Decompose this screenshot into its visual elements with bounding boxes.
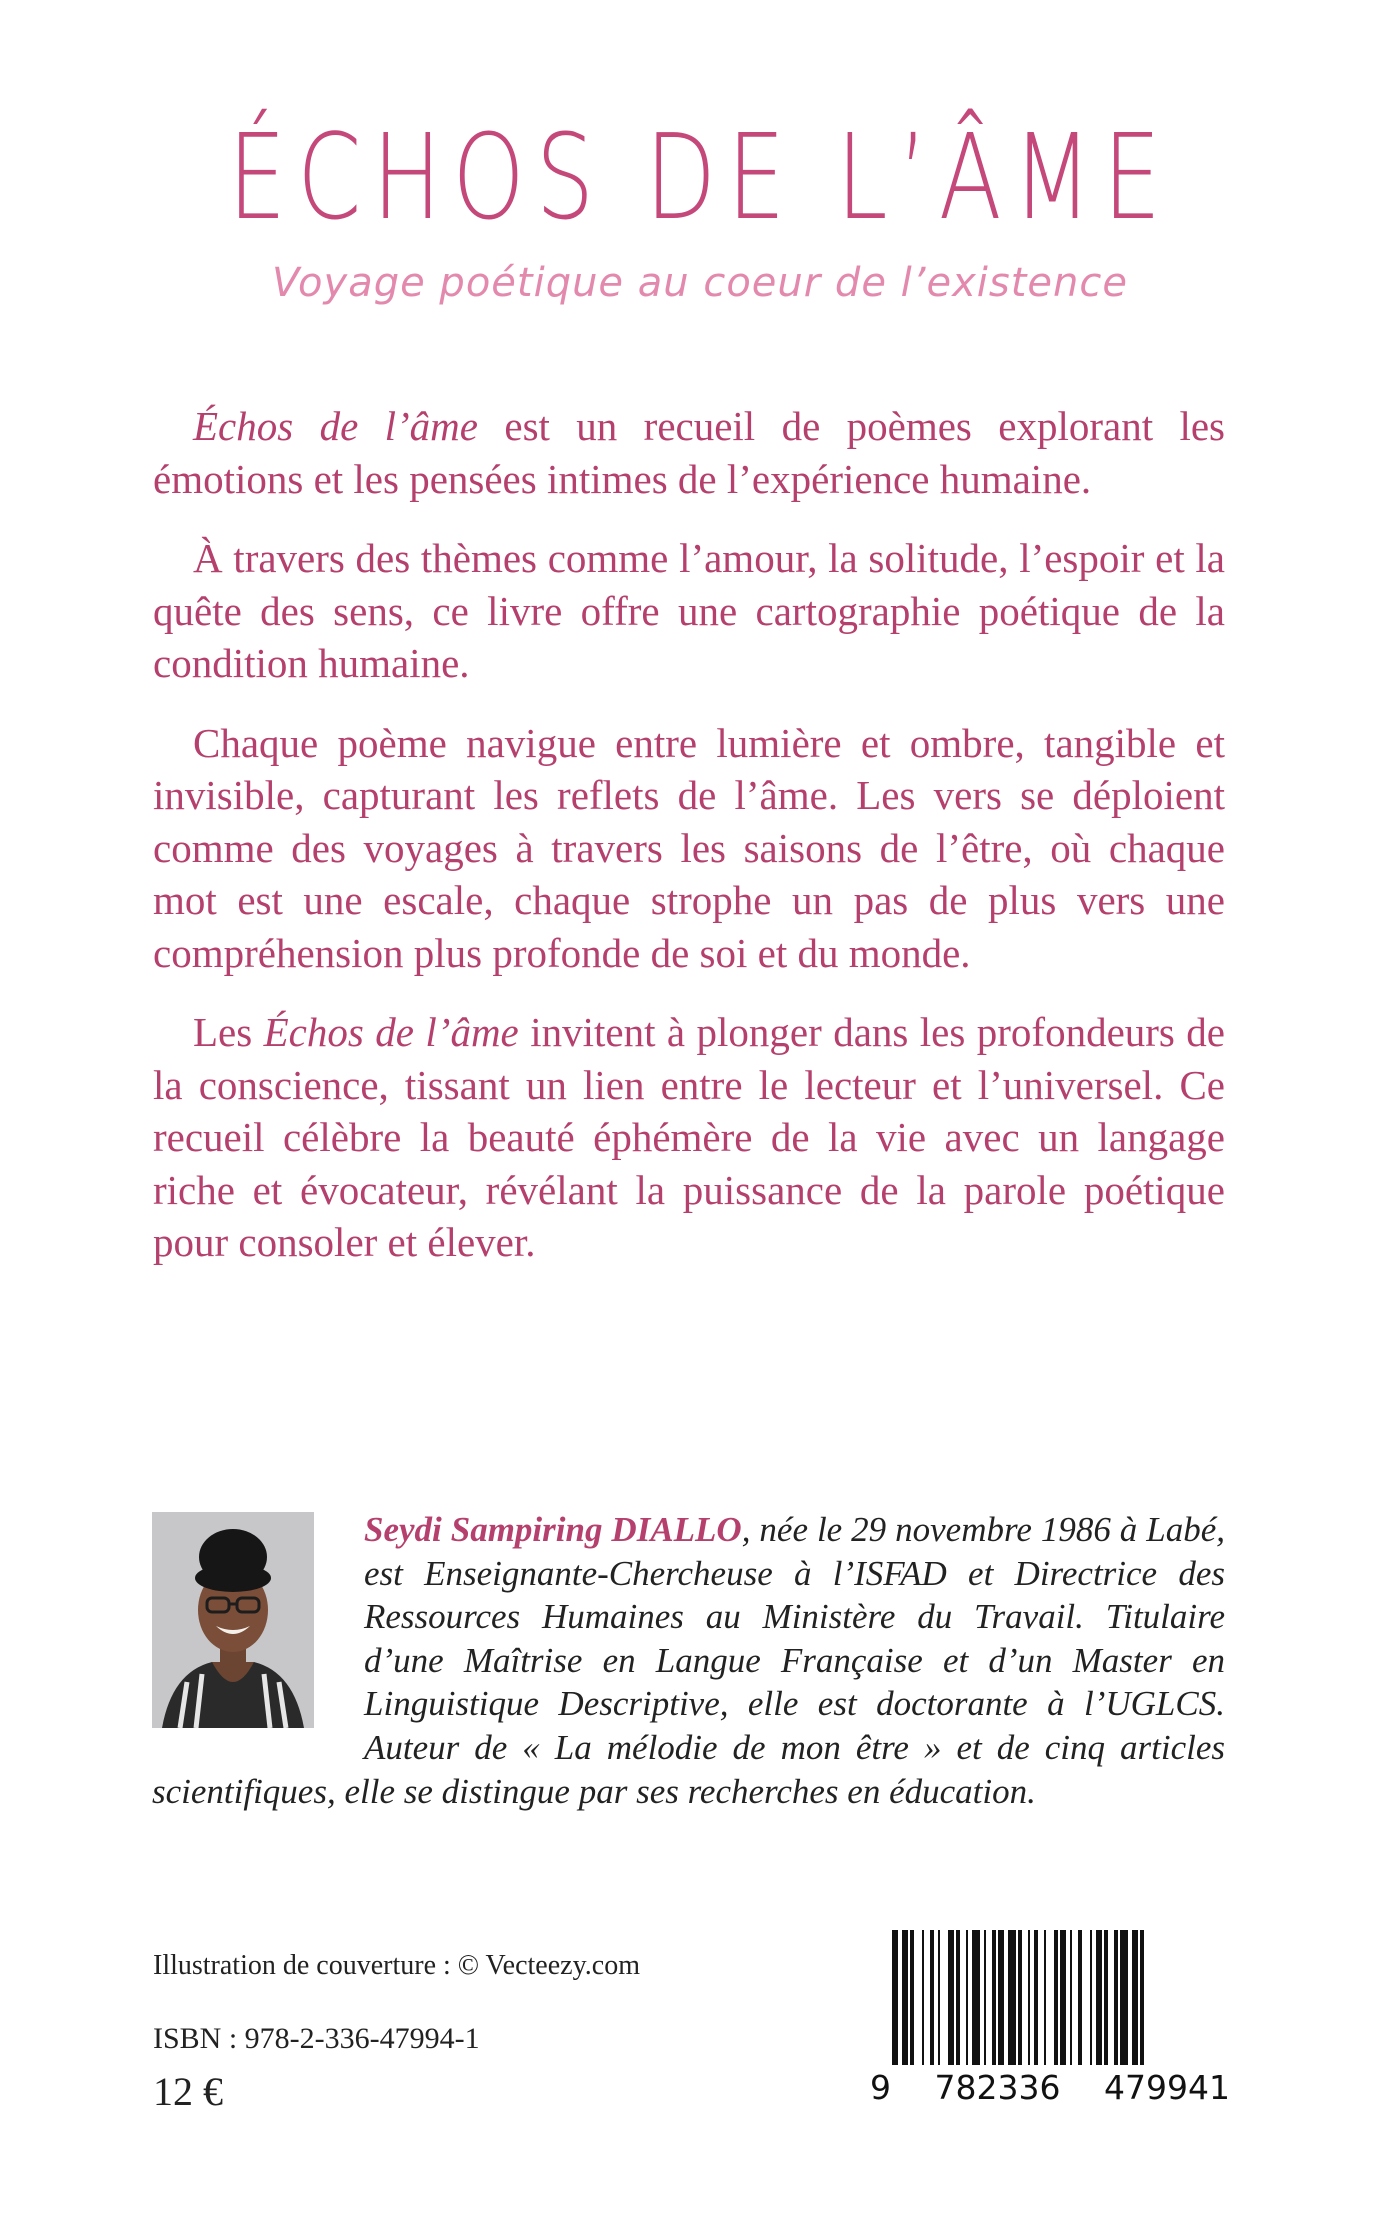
author-bio — [152, 1508, 1225, 1813]
barcode-digit-group: 782336 — [934, 2068, 1061, 2107]
barcode-bar — [1028, 1930, 1030, 2065]
barcode-bar — [902, 1930, 908, 2065]
barcode-bar — [910, 1930, 914, 2065]
book-title: ÉCHOS DE L’ÂME — [228, 108, 1172, 246]
barcode-bar — [1060, 1930, 1066, 2065]
barcode-bar — [984, 1930, 986, 2065]
blurb-paragraph-3: Chaque poème navigue entre lumière et ombre, tangible et invisible, capturant les reflets de l’âme. Les vers se déploient comme des voyages à travers les saisons de l’être, où chaque mot est une escale, chaque strophe un pas de plus vers une compréhension plus profonde de soi et du monde. — [153, 719, 1225, 976]
blurb-paragraph-1 — [153, 400, 1225, 505]
barcode-bar — [1008, 1930, 1016, 2065]
barcode-digit-group: 479941 — [1104, 2068, 1230, 2107]
barcode-bar — [998, 1930, 1004, 2065]
barcode-bar — [1140, 1930, 1144, 2065]
barcode-bar — [1120, 1930, 1128, 2065]
barcode-bar — [1114, 1930, 1118, 2065]
blurb-paragraph-2: À travers des thèmes comme l’amour, la solitude, l’espoir et la quête des sens, ce livre offre une cartographie poétique de la condition humaine. — [153, 535, 1225, 686]
barcode-bar — [956, 1930, 960, 2065]
blurb-text: invitent à plonger dans les profondeurs de la conscience, tissant un lien entre le lecteur et l’universel. Ce recueil célèbre la beauté éphémère de la vie avec un langage riche et évocateur, révélant la puissance de la parole poétique pour consoler et élever. — [153, 1009, 1226, 1265]
barcode-bar — [930, 1930, 934, 2065]
barcode-bar — [1090, 1930, 1092, 2065]
barcode-bar — [1034, 1930, 1038, 2065]
barcode-bar — [966, 1930, 968, 2065]
barcode-bar — [972, 1930, 980, 2065]
barcode-bar — [922, 1930, 924, 2065]
price: 12 € — [153, 2069, 223, 2114]
barcode-bar — [1070, 1930, 1072, 2065]
author-bio-body: , née le 29 novembre 1986 à Labé, est Enseignante-Chercheuse à l’ISFAD et Directrice des Ressources Humaines au Ministère du Travail. Titulaire d’une Maîtrise en Langue Française et d’un Master en Linguistique Descriptive, elle est doctorante à l’UGLCS. Auteur de « La mélodie de mon être » et de cinq articles scientifiques, elle se distingue par ses recherches en éducation. — [152, 1510, 1226, 1811]
barcode-bar — [1054, 1930, 1058, 2065]
barcode-bar — [1044, 1930, 1046, 2065]
barcode-bar — [1104, 1930, 1108, 2065]
book-subtitle: Voyage poétique au coeur de l’existence — [272, 260, 1128, 306]
barcode-bar — [992, 1930, 996, 2065]
cover-illustration-credit: Illustration de couverture : © Vecteezy.com — [153, 1950, 640, 1981]
blurb-text: est un recueil de poèmes explorant les émotions et les pensées intimes de l’expérience humaine. — [153, 403, 1226, 502]
blurb — [153, 400, 1225, 1296]
barcode-digits — [870, 2068, 1230, 2107]
barcode-bar — [1078, 1930, 1082, 2065]
isbn: ISBN : 978-2-336-47994-1 — [153, 2022, 480, 2055]
blurb-paragraph-4 — [153, 1006, 1225, 1269]
blurb-title-ref: Échos de l’âme — [193, 403, 478, 449]
barcode-bar — [948, 1930, 954, 2065]
author-name: Seydi Sampiring DIALLO — [364, 1510, 742, 1549]
barcode-bar — [892, 1930, 898, 2065]
barcode-bar — [1018, 1930, 1022, 2065]
blurb-title-ref: Échos de l’âme — [263, 1009, 519, 1055]
barcode-bar — [938, 1930, 940, 2065]
barcode-bar — [1096, 1930, 1102, 2065]
barcode-digit-group: 9 — [870, 2068, 891, 2107]
barcode-bar — [1132, 1930, 1138, 2065]
blurb-text: Les — [193, 1009, 264, 1055]
